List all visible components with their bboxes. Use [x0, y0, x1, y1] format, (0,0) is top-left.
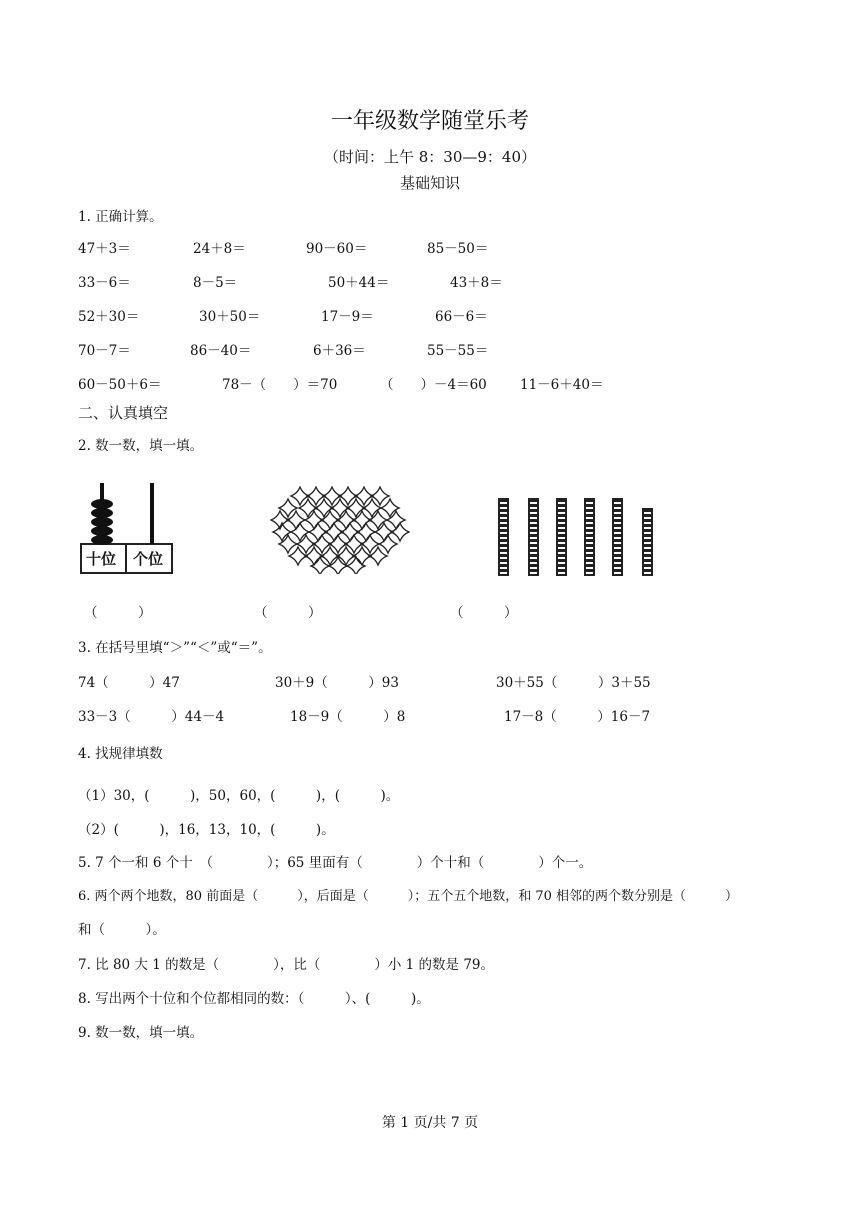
stick-mark: [586, 507, 593, 509]
stick-mark: [500, 572, 507, 574]
stick-mark: [500, 527, 507, 529]
stick-mark: [558, 572, 565, 574]
question-8: 8. 写出两个十位和个位都相同的数：（ ）、( )。: [78, 991, 430, 1007]
question-6-line-1: 6. 两个两个地数，80 前面是（ ），后面是（ ）；五个五个地数，和 70 相邻的两个数分别是（ ）: [78, 889, 739, 904]
stick-mark: [644, 522, 651, 524]
stick-mark: [558, 522, 565, 524]
stick-mark: [530, 507, 537, 509]
stick-mark: [558, 562, 565, 564]
compare-item: 74（ ）47: [78, 675, 180, 691]
stick-mark: [614, 542, 621, 544]
stick-mark: [500, 532, 507, 534]
stick-mark: [530, 502, 537, 504]
answer-blank[interactable]: （ ）: [450, 605, 518, 621]
stick-mark: [614, 567, 621, 569]
stick-mark: [644, 527, 651, 529]
question-2-label: 2. 数一数，填一填。: [78, 438, 204, 454]
stick-mark: [500, 557, 507, 559]
calc-item: 11－6＋40＝: [520, 377, 604, 393]
stick-mark: [558, 567, 565, 569]
stick-mark: [586, 572, 593, 574]
stick-mark: [586, 517, 593, 519]
answer-blank[interactable]: （ ）: [84, 605, 152, 621]
stick-mark: [644, 562, 651, 564]
stick-mark: [644, 537, 651, 539]
stick-mark: [530, 537, 537, 539]
calc-item: 50＋44＝: [328, 275, 390, 291]
stick-mark: [530, 542, 537, 544]
stick-mark: [644, 517, 651, 519]
stick-mark: [586, 512, 593, 514]
calc-item: 6＋36＝: [313, 343, 366, 359]
stick-mark: [586, 542, 593, 544]
stick-mark: [586, 557, 593, 559]
stick-mark: [500, 507, 507, 509]
page-footer: 第 1 页/共 7 页: [381, 1115, 479, 1131]
stars-image: [270, 486, 410, 574]
ten-sticks-image: [494, 494, 658, 580]
stick-mark: [586, 552, 593, 554]
stick-mark: [500, 522, 507, 524]
question-6-line-2: 和（ ）。: [78, 922, 166, 938]
stick-mark: [644, 552, 651, 554]
section-heading: 二、认真填空: [78, 404, 169, 422]
stick-mark: [530, 527, 537, 529]
question-3-label: 3. 在括号里填“＞”“＜”或“＝”。: [78, 640, 272, 656]
stick-mark: [530, 562, 537, 564]
stick-mark: [558, 517, 565, 519]
stick-mark: [644, 572, 651, 574]
stick-mark: [586, 522, 593, 524]
calc-item: 30＋50＝: [199, 309, 261, 325]
calc-item: 86－40＝: [190, 343, 252, 359]
stick-mark: [614, 517, 621, 519]
calc-item: 8－5＝: [193, 275, 238, 291]
stick-mark: [558, 532, 565, 534]
pattern-line-1: （1）30，( )，50，60，( )，( )。: [78, 788, 400, 804]
stick-mark: [500, 567, 507, 569]
question-9: 9. 数一数，填一填。: [78, 1025, 204, 1041]
tens-label: 十位: [86, 550, 117, 568]
stick-mark: [558, 507, 565, 509]
stick-mark: [586, 567, 593, 569]
stick-mark: [558, 547, 565, 549]
stick-mark: [530, 552, 537, 554]
stick-mark: [558, 527, 565, 529]
stick-mark: [586, 537, 593, 539]
stick-mark: [644, 532, 651, 534]
stick-mark: [586, 532, 593, 534]
calc-item: 60－50＋6＝: [78, 377, 162, 393]
pattern-line-2: （2）( )，16，13，10，( )。: [78, 822, 335, 838]
calc-item: 90－60＝: [306, 241, 368, 257]
compare-item: 33－3（ ）44－4: [78, 709, 225, 725]
stick-mark: [558, 557, 565, 559]
stick-mark: [500, 542, 507, 544]
page-title: 一年级数学随堂乐考: [330, 109, 529, 134]
stick-mark: [558, 552, 565, 554]
stick-mark: [614, 512, 621, 514]
stick-mark: [500, 502, 507, 504]
stick-mark: [644, 512, 651, 514]
stick-mark: [530, 532, 537, 534]
calc-item: 52＋30＝: [78, 309, 140, 325]
stick-mark: [614, 532, 621, 534]
stick-mark: [558, 502, 565, 504]
calc-item: 43＋8＝: [450, 275, 503, 291]
stick-mark: [500, 547, 507, 549]
calc-item: 66－6＝: [435, 309, 488, 325]
calc-item: 55－55＝: [427, 343, 489, 359]
question-7: 7. 比 80 大 1 的数是（ ），比（ ）小 1 的数是 79。: [78, 957, 494, 973]
stick-mark: [614, 537, 621, 539]
stick-mark: [614, 502, 621, 504]
stick-mark: [614, 522, 621, 524]
stick-mark: [530, 557, 537, 559]
star-shape: [329, 557, 347, 574]
stick-mark: [614, 557, 621, 559]
calc-item: 33－6＝: [78, 275, 131, 291]
section-title: 基础知识: [399, 174, 460, 192]
stick-mark: [530, 517, 537, 519]
calc-item: 78－（ ）＝70: [222, 377, 338, 393]
compare-item: 30＋9（ ）93: [275, 675, 399, 691]
stick-mark: [500, 552, 507, 554]
question-1-label: 1. 正确计算。: [78, 209, 163, 225]
ones-label: 个位: [133, 550, 164, 568]
star-shape: [279, 535, 297, 553]
question-5: 5. 7 个一和 6 个十 （ ）；65 里面有（ ）个十和（ ）个一。: [78, 855, 593, 871]
compare-item: 17－8（ ）16－7: [504, 709, 651, 725]
stick-mark: [586, 502, 593, 504]
stick-mark: [530, 547, 537, 549]
stick-mark: [500, 512, 507, 514]
stick-mark: [644, 557, 651, 559]
question-4-label: 4. 找规律填数: [78, 746, 163, 762]
stick-mark: [614, 547, 621, 549]
answer-blank[interactable]: （ ）: [254, 605, 322, 621]
stick-mark: [530, 522, 537, 524]
stick-mark: [500, 517, 507, 519]
stick-mark: [614, 507, 621, 509]
stick-mark: [530, 572, 537, 574]
stick-mark: [558, 512, 565, 514]
stick-mark: [558, 537, 565, 539]
stick-mark: [614, 572, 621, 574]
stick-mark: [586, 527, 593, 529]
stick-mark: [614, 527, 621, 529]
star-shape: [381, 499, 399, 517]
calc-item: 17－9＝: [321, 309, 374, 325]
stick-mark: [586, 547, 593, 549]
calc-item: （ ）－4＝60: [380, 377, 487, 393]
calc-item: 70－7＝: [78, 343, 131, 359]
compare-item: 30＋55（ ）3＋55: [496, 675, 651, 691]
stick-mark: [530, 567, 537, 569]
compare-item: 18－9（ ）8: [290, 709, 406, 725]
calc-item: 47＋3＝: [78, 241, 131, 257]
stick-mark: [644, 542, 651, 544]
stick-mark: [586, 562, 593, 564]
stick-mark: [500, 537, 507, 539]
stick-mark: [614, 562, 621, 564]
exam-time: （时间：上午 8：30—9：40）: [323, 148, 537, 166]
stick-mark: [530, 512, 537, 514]
stick-mark: [644, 567, 651, 569]
stick-mark: [500, 562, 507, 564]
calc-item: 85－50＝: [427, 241, 489, 257]
stick-mark: [558, 542, 565, 544]
stick-mark: [644, 547, 651, 549]
stick-mark: [614, 552, 621, 554]
calc-item: 24＋8＝: [193, 241, 246, 257]
